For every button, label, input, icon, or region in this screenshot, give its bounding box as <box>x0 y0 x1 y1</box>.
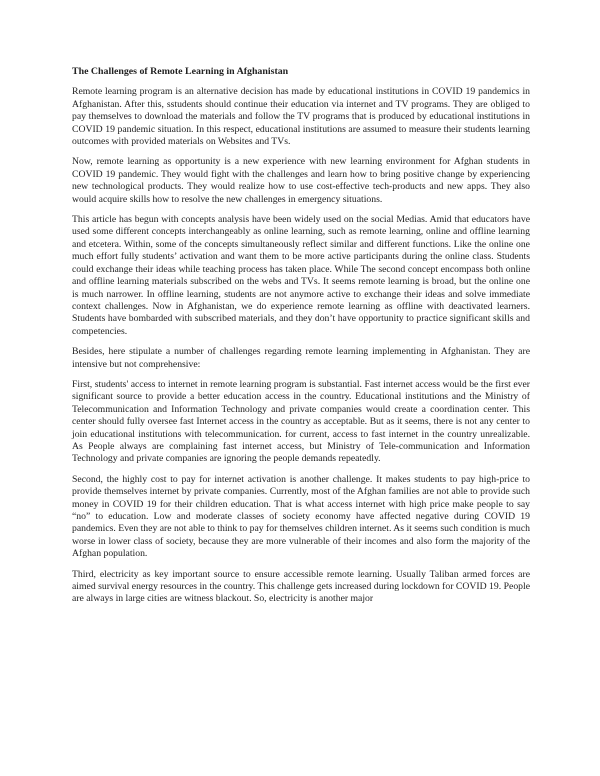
paragraph-third-challenge: Third, electricity as key important source to ensure accessible remote learning. Usually Taliban armed forces are aimed survival energy resources in the country. This challenge gets increased during lockdown for COVID 19. People are always in large cities are witness blackout. So, electricity is another major <box>72 568 530 605</box>
paragraph-opportunity: Now, remote learning as opportunity is a new experience with new learning environment for Afghan students in COVID 19 pandemic. They would fight with the challenges and learn how to bring positive change by experiencing new technological products. They would realize how to use cost-effective tech-products and new apps. They also would acquire skills how to resolve the new challenges in emergency situations. <box>72 156 530 205</box>
document-title: The Challenges of Remote Learning in Afghanistan <box>72 66 289 77</box>
paragraph-second-challenge: Second, the highly cost to pay for internet activation is another challenge. It makes students to pay high-price to provide themselves internet by private companies. Currently, most of the Afghan families are not able to provide such money in COVID 19 for their children education. That is what access internet with high price make people to say “no” to education. Low and moderate classes of society economy have affected negative during COVID 19 pandemics. Even they are not able to think to pay for themselves children internet. As it seems such condition is much worse in lower class of society, because they are more vulnerable of their incomes and also form the majority of the Afghan population. <box>72 473 530 560</box>
paragraph-concepts: This article has begun with concepts analysis have been widely used on the social Medias. Amid that educators have used some different concepts interchangeably as online learning, such as remote learning, online and offline learning and etcetera. Within, some of the concepts simultaneously reflect similar and different functions. Like the online one much effort fully students’ activation and want them to be more active participants during the online class. Students could exchange their ideas while teaching process has taken place. While The second concept encompass both online and offline learning materials subscribed on the webs and TVs. It seems remote learning is broad, but the online one is much narrower. In offline learning, students are not anymore active to exchange their ideas and solve immediate context challenges. Now in Afghanistan, we do experience remote learning as offline with deactivated learners. Students have bombarded with subscribed materials, and they don’t have opportunity to practice significant skills and competencies. <box>72 214 530 337</box>
document-body <box>72 66 530 606</box>
paragraph-challenges-intro: Besides, here stipulate a number of challenges regarding remote learning implementing in Afghanistan. They are intensive but not comprehensive: <box>72 346 530 370</box>
paragraph-intro: Remote learning program is an alternative decision has made by educational institutions in COVID 19 pandemics in Afghanistan. After this, sstudents should continue their education via internet and TV programs. They are obliged to pay themselves to download the materials and follow the TV programs that is produced by educational institutions in COVID 19 pandemic situation. In this respect, educational institutions are assumed to measure their students learning outcomes with provided materials on Websites and TVs. <box>72 86 530 148</box>
paragraph-first-challenge: First, students' access to internet in remote learning program is substantial. Fast internet access would be the first ever significant source to provide a better education access in the country. Educational institutions and the Ministry of Telecommunication and Information Technology and private companies would create a coordination center. This center should fully oversee fast Internet access in the country as acceptable. But as it seems, there is not any center to join educational institutions with telecommunication. for current, access to fast internet in the country unrealizable. As People always are complaining fast internet access, but Ministry of Tele-communication and Information Technology and private companies are ignoring the people demands repeatedly. <box>72 378 530 465</box>
